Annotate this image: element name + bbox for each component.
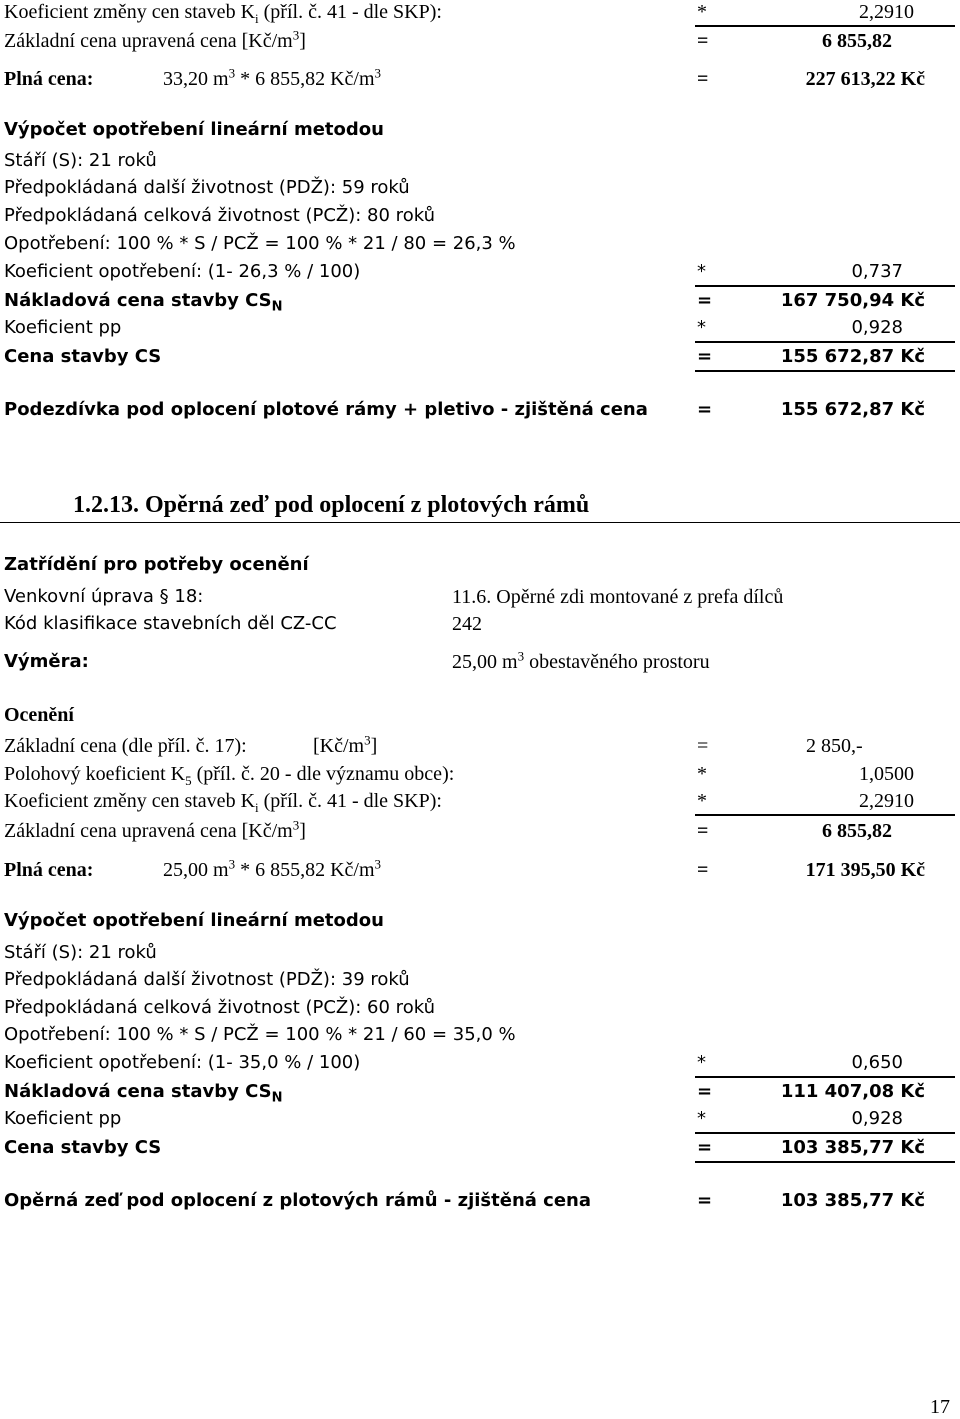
total-label: Podezdívka pod oplocení plotové rámy + pletivo - zjištěná cena: [4, 399, 648, 420]
stari: Stáří (S): 21 roků: [4, 150, 157, 171]
cs-label: Cena stavby CS: [4, 1137, 162, 1158]
zc-op: =: [697, 735, 709, 757]
kod-label: Kód klasifikace stavebních děl CZ-CC: [4, 613, 337, 634]
cs-value: 103 385,77 Kč: [780, 1137, 925, 1158]
heading-rule: [0, 522, 960, 523]
underline: [695, 814, 955, 816]
kpp-value: 0,928: [851, 317, 903, 338]
total-label: Opěrná zeď pod oplocení z plotových rámů - zjištěná cena: [4, 1190, 592, 1211]
cs-op: =: [697, 346, 713, 367]
zcu-value: 6 855,82: [822, 820, 892, 842]
zcu-op: =: [697, 820, 709, 842]
opotrebeni: Opotřebení: 100 % * S / PCŽ = 100 % * 21 / 60 = 35,0 %: [4, 1024, 516, 1045]
pdz: Předpokládaná další životnost (PDŽ): 39 roků: [4, 969, 410, 990]
ncs-value: 111 407,08 Kč: [780, 1081, 925, 1102]
vypocet-heading: Výpočet opotřebení lineární metodou: [4, 910, 384, 931]
kpp-label: Koeficient pp: [4, 317, 122, 338]
zcu-value: 6 855,82: [822, 30, 892, 52]
zatrideni-heading: Zatřídění pro potřeby ocenění: [4, 554, 309, 575]
kpp-label: Koeficient pp: [4, 1108, 122, 1129]
koef-opotrebeni-label: Koeficient opotřebení: (1- 35,0 % / 100): [4, 1052, 361, 1073]
kod-value: 242: [452, 613, 482, 635]
plna-cena-op: =: [697, 68, 709, 90]
underline: [695, 25, 955, 27]
underline: [695, 1076, 955, 1078]
plna-cena-op: =: [697, 859, 709, 881]
zcu-label: Základní cena upravená cena $[Kč/m^3]$: [4, 817, 306, 842]
k5-op: *: [697, 763, 707, 785]
k5-label: Polohový koeficient $K_5$ (příl. č. 20 - dle významu obce):: [4, 763, 455, 788]
zc-label: Základní cena (dle příl. č. 17):: [4, 735, 247, 757]
koef-ki-value: 2,2910: [859, 1, 914, 23]
ki-value: 2,2910: [859, 790, 914, 812]
pcz: Předpokládaná celková životnost (PCŽ): 80 roků: [4, 205, 435, 226]
page-number: 17: [930, 1396, 950, 1418]
vypocet-heading: Výpočet opotřebení lineární metodou: [4, 119, 384, 140]
vymera-label: Výměra:: [4, 651, 89, 672]
kpp-op: *: [697, 317, 706, 338]
plna-cena-value: 171 395,50 Kč: [805, 859, 925, 881]
vymera-value: 25,00 $m^3$ obestavěného prostoru: [452, 648, 710, 673]
total-value: 103 385,77 Kč: [780, 1190, 925, 1211]
stari: Stáří (S): 21 roků: [4, 942, 157, 963]
underline: [695, 370, 955, 372]
cs-label: Cena stavby CS: [4, 346, 162, 367]
opotrebeni: Opotřebení: 100 % * S / PCŽ = 100 % * 21 / 80 = 26,3 %: [4, 233, 516, 254]
koef-ki-op: *: [697, 1, 707, 23]
koef-opotrebeni-value: 0,737: [851, 261, 903, 282]
koef-opotrebeni-op: *: [697, 261, 706, 282]
underline: [695, 341, 955, 343]
underline: [695, 285, 955, 287]
koef-opotrebeni-value: 0,650: [851, 1052, 903, 1073]
section-heading: 1.2.13. Opěrná zeď pod oplocení z plotových rámů: [73, 492, 590, 518]
pcz: Předpokládaná celková životnost (PCŽ): 60 roků: [4, 997, 435, 1018]
total-op: =: [697, 1190, 713, 1211]
oceneni-heading: Ocenění: [4, 704, 74, 726]
zc-value: 2 850,-: [806, 735, 863, 757]
kpp-op: *: [697, 1108, 706, 1129]
ncs-label: Nákladová cena stavby $CS_N$: [4, 1081, 283, 1106]
koef-opotrebeni-label: Koeficient opotřebení: (1- 26,3 % / 100): [4, 261, 361, 282]
zc-unit: $[Kč/m^3]$: [313, 732, 378, 757]
ki-op: *: [697, 790, 707, 812]
pdz: Předpokládaná další životnost (PDŽ): 59 roků: [4, 177, 410, 198]
k5-value: 1,0500: [859, 763, 914, 785]
plna-cena-label: Plná cena:: [4, 68, 94, 90]
venkovni-value: 11.6. Opěrné zdi montované z prefa dílců: [452, 586, 784, 608]
venkovni-label: Venkovní úprava § 18:: [4, 586, 204, 607]
plna-cena-formula: 25,00 $m^3 * 6$ 855,82 $Kč/m^3$: [163, 856, 381, 881]
total-value: 155 672,87 Kč: [780, 399, 925, 420]
ncs-op: =: [697, 290, 713, 311]
kpp-value: 0,928: [851, 1108, 903, 1129]
cs-op: =: [697, 1137, 713, 1158]
zcu-label: Základní cena upravená cena $[Kč/m^3]$: [4, 27, 306, 52]
ncs-value: 167 750,94 Kč: [780, 290, 925, 311]
zcu-op: =: [697, 30, 709, 52]
underline: [695, 1132, 955, 1134]
underline: [695, 1161, 955, 1163]
plna-cena-label: Plná cena:: [4, 859, 94, 881]
total-op: =: [697, 399, 713, 420]
plna-cena-formula: 33,20 $m^3 * 6$ 855,82 $Kč/m^3$: [163, 65, 381, 90]
koef-opotrebeni-op: *: [697, 1052, 706, 1073]
ki-label: Koeficient změny cen staveb $K_i$ (příl. č. 41 - dle SKP):: [4, 790, 442, 815]
ncs-label: Nákladová cena stavby $CS_N$: [4, 290, 283, 315]
koef-ki-label: Koeficient změny cen staveb $K_i$ (příl. č. 41 - dle SKP):: [4, 1, 442, 26]
cs-value: 155 672,87 Kč: [780, 346, 925, 367]
plna-cena-value: 227 613,22 Kč: [805, 68, 925, 90]
ncs-op: =: [697, 1081, 713, 1102]
